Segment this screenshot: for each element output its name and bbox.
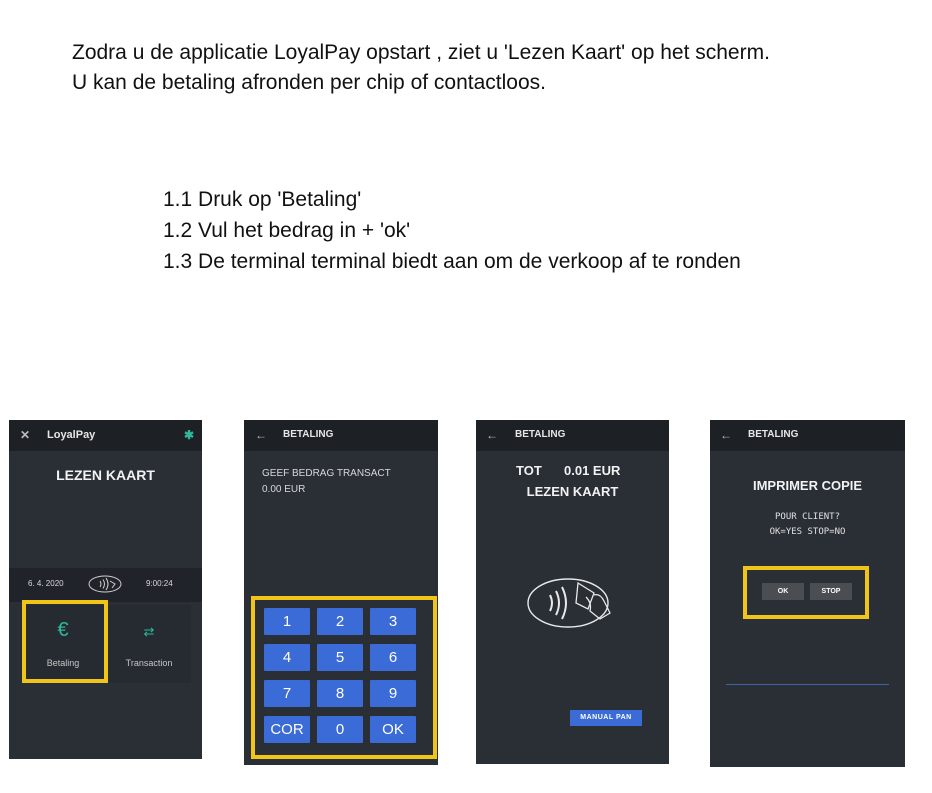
amount-prompt: GEEF BEDRAG TRANSACT	[262, 468, 391, 479]
screen-title: BETALING	[748, 429, 799, 440]
highlight-box	[743, 566, 869, 619]
key-6[interactable]: 6	[370, 644, 416, 671]
step-item: 1.3 De terminal terminal biedt aan om de verkoop af te ronden	[163, 250, 741, 273]
question-line-1: POUR CLIENT?	[774, 512, 841, 522]
top-bar	[244, 420, 438, 451]
read-status: LEZEN KAART	[526, 484, 619, 499]
key-1[interactable]: 1	[264, 608, 310, 635]
date-label: 6. 4. 2020	[28, 579, 64, 588]
key-2[interactable]: 2	[317, 608, 363, 635]
total-value: 0.01 EUR	[564, 463, 621, 478]
step-item: 1.1 Druk op 'Betaling'	[163, 188, 362, 211]
key-9[interactable]: 9	[370, 680, 416, 707]
back-arrow-icon[interactable]: ←	[486, 428, 498, 442]
highlight-box	[22, 600, 108, 683]
screen-amount-entry	[244, 420, 438, 765]
top-bar	[9, 420, 202, 451]
euro-icon: €	[57, 619, 69, 641]
close-icon[interactable]: ✕	[20, 428, 31, 442]
total-label: TOT	[516, 463, 542, 478]
screen-home	[9, 420, 202, 759]
instruction-intro	[72, 38, 770, 98]
contactless-icon	[88, 575, 122, 593]
question-line-2: OK=YES STOP=NO	[769, 527, 846, 537]
time-label: 9:00:24	[146, 579, 173, 588]
top-bar	[710, 420, 905, 451]
app-title: LoyalPay	[47, 429, 96, 441]
contactless-card-icon	[526, 573, 618, 629]
key-5[interactable]: 5	[317, 644, 363, 671]
key-7[interactable]: 7	[264, 680, 310, 707]
key-0[interactable]: 0	[317, 716, 363, 743]
ok-button[interactable]: OK	[762, 583, 804, 600]
divider	[726, 684, 889, 685]
intro-line-2: U kan de betaling afronden per chip of contactloos.	[72, 71, 546, 94]
screen-print-copy	[710, 420, 905, 767]
screen-title: BETALING	[515, 429, 566, 440]
status-bar	[9, 568, 202, 602]
back-arrow-icon[interactable]: ←	[720, 428, 732, 442]
tile-label: Transaction	[125, 658, 173, 668]
highlight-box	[251, 596, 437, 759]
key-3[interactable]: 3	[370, 608, 416, 635]
manual-pan-button[interactable]: MANUAL PAN	[570, 710, 642, 726]
stop-button[interactable]: STOP	[810, 583, 852, 600]
key-4[interactable]: 4	[264, 644, 310, 671]
gear-icon[interactable]: ✱	[183, 428, 194, 442]
screen-heading: IMPRIMER COPIE	[752, 478, 863, 493]
amount-value: 0.00 EUR	[262, 484, 306, 495]
screen-read-card	[476, 420, 669, 764]
screen-title: BETALING	[283, 429, 334, 440]
intro-line-1: Zodra u de applicatie LoyalPay opstart , ziet u 'Lezen Kaart' op het scherm.	[72, 41, 770, 64]
back-arrow-icon[interactable]: ←	[255, 428, 267, 442]
tile-transaction[interactable]	[107, 605, 191, 683]
tile-label: Betaling	[46, 658, 80, 668]
key-ok[interactable]: OK	[370, 716, 416, 743]
key-cor[interactable]: COR	[264, 716, 310, 743]
step-item: 1.2 Vul het bedrag in + 'ok'	[163, 219, 411, 242]
transfer-icon: ⇄	[143, 624, 155, 639]
top-bar	[476, 420, 669, 451]
key-8[interactable]: 8	[317, 680, 363, 707]
step-list	[163, 184, 741, 277]
screen-heading: LEZEN KAART	[56, 467, 155, 483]
